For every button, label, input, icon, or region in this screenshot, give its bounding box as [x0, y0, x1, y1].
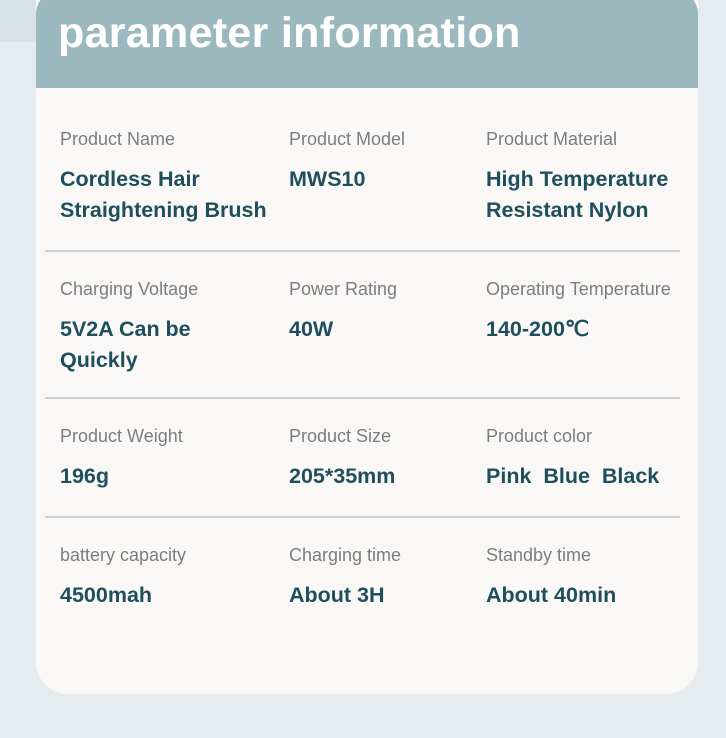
param-value: 196g	[60, 464, 110, 488]
row-divider	[45, 516, 680, 518]
param-product-color	[486, 425, 659, 492]
param-value: MWS10	[289, 167, 366, 191]
param-label: Product Weight	[60, 426, 183, 446]
param-charging-voltage	[60, 278, 198, 376]
param-label: Standby time	[486, 545, 592, 565]
param-label: Product color	[486, 426, 593, 446]
param-label: Power Rating	[289, 279, 398, 299]
row-divider	[45, 250, 680, 252]
param-value: High Temperature Resistant Nylon	[486, 167, 669, 222]
param-value: 40W	[289, 317, 334, 341]
param-value: 5V2A Can be Quickly	[60, 317, 191, 372]
param-value: About 40min	[486, 583, 617, 607]
param-product-name	[60, 128, 267, 226]
param-value: 140-200℃	[486, 317, 590, 341]
background-strip	[0, 0, 40, 42]
param-value: 205*35mm	[289, 464, 396, 488]
param-product-model	[289, 128, 405, 195]
param-value: 4500mah	[60, 583, 153, 607]
row-divider	[45, 397, 680, 399]
card-title: parameter information	[58, 9, 521, 57]
param-label: Product Size	[289, 426, 392, 446]
param-label: Product Model	[289, 129, 406, 149]
param-standby-time	[486, 544, 616, 611]
card-header	[36, 0, 698, 88]
param-label: battery capacity	[60, 545, 187, 565]
param-power-rating	[289, 278, 397, 345]
param-label: Charging time	[289, 545, 402, 565]
param-label: Product Name	[60, 129, 176, 149]
param-label: Product Material	[486, 129, 618, 149]
param-product-weight	[60, 425, 183, 492]
param-label: Charging Voltage	[60, 279, 199, 299]
param-value: Pink Blue Black	[486, 464, 660, 488]
param-value: About 3H	[289, 583, 385, 607]
param-product-material	[486, 128, 668, 226]
param-label: Operating Temperature	[486, 279, 671, 299]
param-battery-capacity	[60, 544, 186, 611]
parameter-card	[36, 0, 698, 694]
param-operating-temperature	[486, 278, 671, 345]
param-charging-time	[289, 544, 401, 611]
param-product-size	[289, 425, 395, 492]
param-value: Cordless Hair Straightening Brush	[60, 167, 267, 222]
